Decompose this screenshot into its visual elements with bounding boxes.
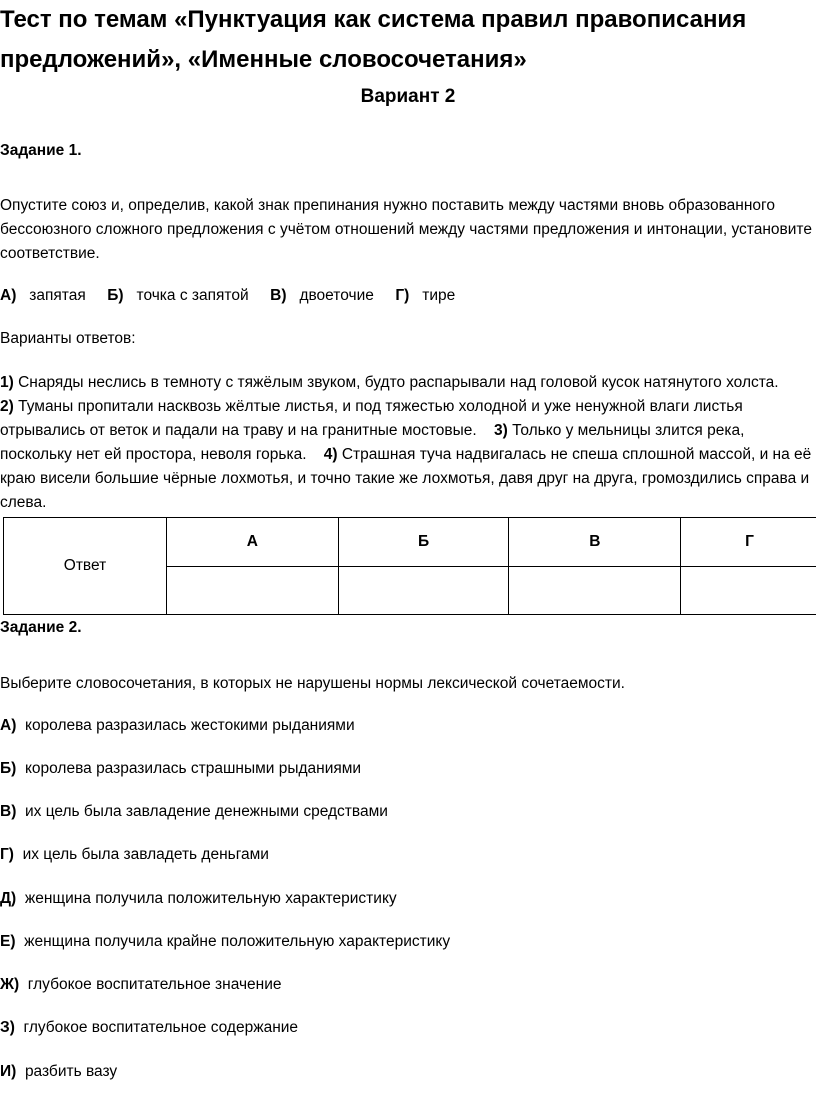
list-item <box>0 1019 298 1037</box>
task2-heading: Задание 2. <box>0 619 82 636</box>
answer-column-header: А <box>167 518 339 567</box>
option-text: тире <box>422 287 456 304</box>
item-text: глубокое воспитательное значение <box>27 976 282 993</box>
task1-sentences <box>0 371 816 515</box>
answer-table <box>3 517 816 615</box>
sentence-text: Туманы пропитали насквозь жёлтые листья, и под тяжестью холодной и уже ненужной влаги листья отрывались от веток и падали на траву и на гранитные мостовые. <box>0 398 743 439</box>
item-label: Б) <box>0 760 17 777</box>
answer-cell[interactable] <box>681 567 816 615</box>
list-item <box>0 846 269 864</box>
item-label: Ж) <box>0 976 20 993</box>
sentence-text: Страшная туча надвигалась не спеша сплошной массой, и на её краю висели большие чёрные лохмотья, и точно такие же лохмотья, давя друг на друга, громоздились справа и слева. <box>0 446 812 511</box>
answer-cell[interactable] <box>338 567 509 615</box>
list-item <box>0 717 355 735</box>
answers-label: Варианты ответов: <box>0 330 136 347</box>
task2-instruction: Выберите словосочетания, в которых не нарушены нормы лексической сочетаемости. <box>0 675 625 692</box>
item-text: их цель была завладеть деньгами <box>22 846 269 863</box>
sentence-number: 4) <box>323 446 338 463</box>
item-label: Д) <box>0 890 17 907</box>
option-text: двоеточие <box>299 287 374 304</box>
answer-cell[interactable] <box>167 567 339 615</box>
answer-row-label: Ответ <box>4 518 167 615</box>
item-label: Г) <box>0 846 14 863</box>
answer-column-header: В <box>509 518 681 567</box>
item-text: глубокое воспитательное содержание <box>23 1019 299 1036</box>
document-title: Тест по темам «Пунктуация как система правил правописания предложений», «Именные словосочетания» <box>0 6 747 73</box>
sentence-text: Снаряды неслись в темноту с тяжёлым звуком, будто распарывали над головой кусок натянутого холста. <box>18 374 779 391</box>
sentence-number: 3) <box>493 422 508 439</box>
task1-instruction: Опустите союз и, определив, какой знак препинания нужно поставить между частями вновь образованного бессоюзного сложного предложения с учётом отношений между частями предложения и интонации, установите соответствие. <box>0 197 812 262</box>
option-label: Б) <box>107 287 124 304</box>
list-item <box>0 760 361 778</box>
list-item <box>0 890 397 908</box>
item-label: Е) <box>0 933 16 950</box>
task1-options <box>0 287 455 305</box>
list-item <box>0 803 388 821</box>
item-label: А) <box>0 717 17 734</box>
item-text: женщина получила положительную характеристику <box>24 890 397 907</box>
item-label: З) <box>0 1019 15 1036</box>
item-text: королева разразилась жестокими рыданиями <box>24 717 355 734</box>
item-text: их цель была завладение денежными средствами <box>24 803 388 820</box>
variant-heading: Вариант 2 <box>360 86 456 107</box>
answer-cell[interactable] <box>509 567 681 615</box>
sentence-number: 2) <box>0 398 14 415</box>
sentence-number: 1) <box>0 374 14 391</box>
item-text: разбить вазу <box>24 1063 118 1080</box>
option-text: запятая <box>29 287 86 304</box>
option-label: Г) <box>395 287 410 304</box>
answer-column-header: Г <box>681 518 816 567</box>
list-item <box>0 933 450 951</box>
option-text: точка с запятой <box>136 287 249 304</box>
sentence-text: Только у мельницы злится река, поскольку нет ей простора, неволя горька. <box>0 422 745 463</box>
item-label: В) <box>0 803 17 820</box>
list-item <box>0 1063 117 1081</box>
task1-heading: Задание 1. <box>0 142 82 159</box>
option-label: А) <box>0 287 17 304</box>
item-text: женщина получила крайне положительную характеристику <box>24 933 451 950</box>
item-text: королева разразилась страшными рыданиями <box>24 760 362 777</box>
option-label: В) <box>270 287 287 304</box>
item-label: И) <box>0 1063 17 1080</box>
answer-column-header: Б <box>338 518 509 567</box>
list-item <box>0 976 282 994</box>
